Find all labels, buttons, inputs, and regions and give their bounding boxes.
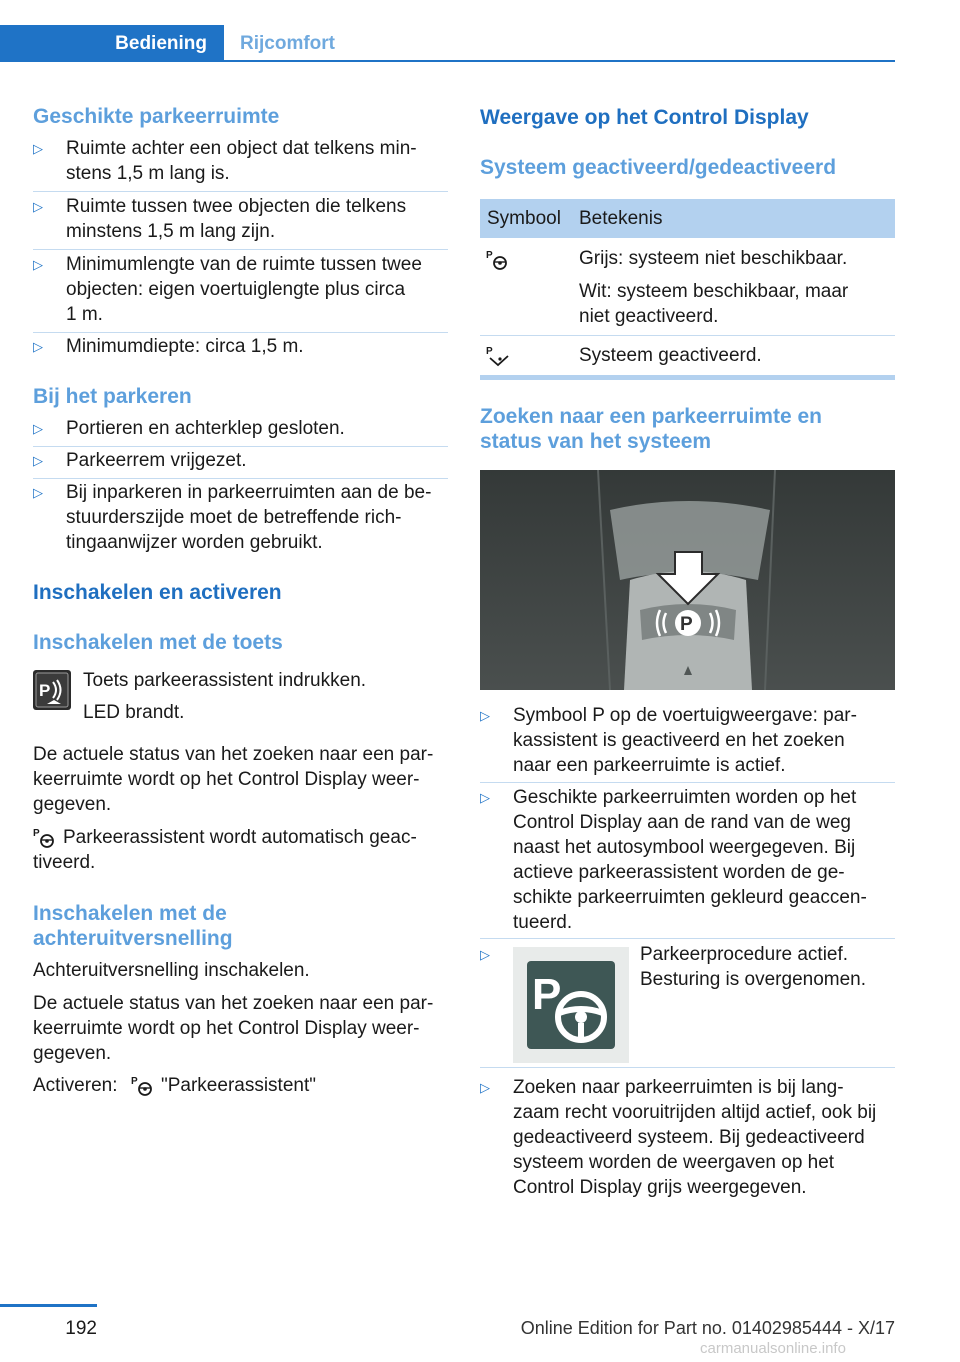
divider	[480, 1067, 895, 1068]
car-p-symbol: P	[680, 614, 693, 635]
list-item: ▷ Ruimte tussen twee objecten die telkens minstens 1,5 m lang zijn.	[33, 196, 407, 242]
park-assist-active-icon	[486, 344, 510, 368]
bullet-triangle-icon: ▷	[480, 708, 490, 723]
bullet-triangle-icon: ▷	[33, 339, 43, 354]
bullet-triangle-icon: ▷	[33, 485, 43, 500]
tab-rijcomfort[interactable]: Rijcomfort	[240, 32, 335, 54]
table-row-divider	[480, 335, 895, 336]
svg-text:P: P	[486, 250, 493, 261]
parking-procedure-icon	[513, 947, 629, 1063]
table-cell: Grijs: systeem niet beschikbaar.	[579, 248, 848, 269]
bullet-triangle-icon: ▷	[33, 453, 43, 468]
watermark: carmanualsonline.info	[700, 1340, 846, 1357]
divider	[33, 446, 448, 447]
bullet-triangle-icon: ▷	[480, 947, 490, 962]
divider	[480, 938, 895, 939]
heading-achteruitversnelling: Inschakelen met de achteruitversnelling	[33, 902, 233, 950]
heading-zoeken: Zoeken naar een parkeerruimte en status van het systeem	[480, 405, 822, 453]
table-header	[480, 199, 895, 238]
activeren-prefix: Activeren:	[33, 1075, 118, 1096]
bullet-triangle-icon: ▷	[33, 199, 43, 214]
table-cell: Wit: systeem beschikbaar, maar niet geactiveerd.	[579, 281, 849, 327]
heading-bij-het-parkeren: Bij het parkeren	[33, 385, 192, 408]
heading-weergave: Weergave op het Control Display	[480, 106, 809, 129]
list-item: ▷ Parkeerrem vrijgezet.	[33, 450, 247, 471]
list-item: ▷ Minimumdiepte: circa 1,5 m.	[33, 336, 304, 357]
status-paragraph: De actuele status van het zoeken naar een par- keerruimte wordt op het Control Display weer- gegeven.	[33, 744, 434, 815]
status-paragraph-2: De actuele status van het zoeken naar een par- keerruimte wordt op het Control Display weer- gegeven.	[33, 993, 434, 1064]
divider	[33, 249, 448, 250]
bullet-triangle-icon: ▷	[33, 421, 43, 436]
heading-systeem: Systeem geactiveerd/gedeactiveerd	[480, 156, 837, 179]
list-item: ▷ Geschikte parkeerruimten worden op het Control Display aan de rand van de weg naast het autosymbool weergegeven. Bij actieve parkeerassistent worden de ge- schikte parkeerruimten gekleurd geaccen- tueerd.	[480, 787, 867, 933]
page-number: 192	[65, 1318, 97, 1339]
heading-geschikte-parkeerruimte: Geschikte parkeerruimte	[33, 105, 280, 128]
toets-instruction: Toets parkeerassistent indrukken.	[83, 670, 367, 691]
list-item: ▷ Bij inparkeren in parkeerruimten aan de be- stuurderszijde moet de betreffende rich- tingaanwijzer worden gebruikt.	[33, 482, 432, 553]
svg-text:P: P	[39, 681, 51, 700]
list-item: ▷ Zoeken naar parkeerruimten is bij lang- zaam recht vooruitrijden altijd actief, ook bij gedeactiveerd systeem. Bij gedeactiveerd systeem worden de weergaven op het Control Display grijs weergegeven.	[480, 1077, 877, 1198]
table-cell: Systeem geactiveerd.	[579, 345, 762, 366]
bullet-triangle-icon: ▷	[33, 257, 43, 272]
park-assist-steering-icon	[486, 248, 510, 272]
control-display-image	[480, 470, 895, 690]
header-tabbar	[0, 25, 895, 62]
table-col-betekenis: Betekenis	[579, 208, 663, 229]
list-item: ▷ Portieren en achterklep gesloten.	[33, 418, 345, 439]
park-assist-steering-icon	[33, 826, 57, 850]
svg-text:P: P	[33, 828, 40, 839]
table-bottom-bar	[480, 375, 895, 380]
bullet-triangle-icon: ▷	[480, 1080, 490, 1095]
divider	[33, 332, 448, 333]
led-text: LED brandt.	[83, 702, 185, 723]
table-col-symbool: Symbool	[487, 208, 561, 229]
divider	[33, 191, 448, 192]
auto-activated-text: Parkeerassistent wordt automatisch geac-	[63, 827, 417, 848]
heading-inschakelen-met-de-toets: Inschakelen met de toets	[33, 631, 283, 654]
bullet-triangle-icon: ▷	[33, 141, 43, 156]
tab-bediening[interactable]: Bediening	[0, 25, 224, 62]
auto-activated-text-cont: tiveerd.	[33, 852, 96, 873]
divider	[33, 478, 448, 479]
parkeerprocedure-text: Parkeerprocedure actief. Besturing is overgenomen.	[640, 944, 867, 990]
activeren-suffix: "Parkeerassistent"	[161, 1075, 316, 1096]
parking-search-illustration	[480, 470, 895, 690]
achteruit-instruction: Achteruitversnelling inschakelen.	[33, 960, 310, 981]
list-item: ▷ Ruimte achter een object dat telkens min- stens 1,5 m lang is.	[33, 138, 417, 184]
heading-inschakelen-en-activeren: Inschakelen en activeren	[33, 581, 282, 604]
bullet-triangle-icon: ▷	[480, 790, 490, 805]
park-assist-button-icon	[33, 670, 71, 710]
divider	[480, 782, 895, 783]
park-assist-steering-icon	[131, 1074, 155, 1098]
list-item: ▷ Symbool P op de voertuigweergave: par- kassistent is geactiveerd en het zoeken naar een parkeerruimte is actief.	[480, 705, 857, 776]
edition-text: Online Edition for Part no. 01402985444 - X/17	[520, 1318, 895, 1338]
svg-text:P: P	[131, 1076, 138, 1087]
footer-line	[0, 1304, 97, 1307]
list-item: ▷ Minimumlengte van de ruimte tussen twee objecten: eigen voertuiglengte plus circa 1 m.	[33, 254, 422, 325]
svg-text:P: P	[486, 346, 493, 357]
svg-text:P: P	[532, 970, 562, 1019]
